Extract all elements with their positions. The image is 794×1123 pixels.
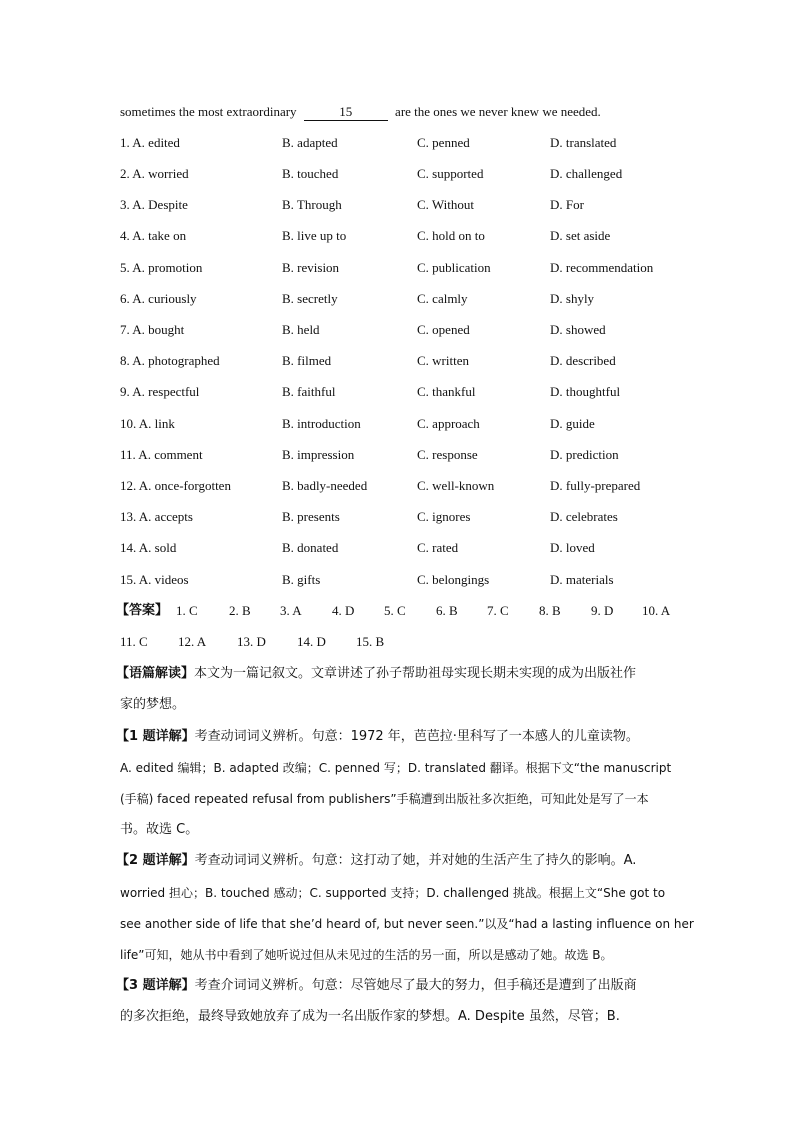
option-a: 8. A. photographed xyxy=(120,353,220,368)
option-b: B. revision xyxy=(282,260,340,275)
option-d: D. thoughtful xyxy=(550,384,621,399)
answer-row-2 xyxy=(0,632,794,652)
answer-item: 11. C xyxy=(120,634,148,649)
blank-15: 15 xyxy=(304,104,388,121)
option-c: C. approach xyxy=(417,416,480,431)
question-row xyxy=(0,445,794,465)
option-a: 12. A. once-forgotten xyxy=(120,478,231,493)
option-d: D. guide xyxy=(550,416,595,431)
option-c: C. well-known xyxy=(417,478,495,493)
option-a: 7. A. bought xyxy=(120,322,185,337)
option-b: B. badly-needed xyxy=(282,478,368,493)
option-a: 11. A. comment xyxy=(120,447,203,462)
option-a: 2. A. worried xyxy=(120,166,189,181)
option-a: 10. A. link xyxy=(120,416,175,431)
q1-text: 考查动词词义辨析。句意：1972 年，芭芭拉·里科写了一本感人的儿童读物。 xyxy=(194,729,639,744)
answer-item: 2. B xyxy=(229,603,251,618)
question-row xyxy=(0,195,794,215)
passage-text-after: are the ones we never knew we needed. xyxy=(395,104,601,119)
option-c: C. response xyxy=(417,447,478,462)
reading-label: 【语篇解读】 xyxy=(116,666,195,681)
option-d: D. celebrates xyxy=(550,509,618,524)
option-b: B. Through xyxy=(282,197,342,212)
answer-item: 6. B xyxy=(436,603,458,618)
answer-item: 8. B xyxy=(539,603,561,618)
q3-analysis-line-1 xyxy=(116,976,676,996)
option-b: B. impression xyxy=(282,447,355,462)
question-row xyxy=(0,351,794,371)
option-c: C. belongings xyxy=(417,572,490,587)
option-a: 6. A. curiously xyxy=(120,291,197,306)
q2-label: 【2 题详解】 xyxy=(116,853,195,868)
option-a: 5. A. promotion xyxy=(120,260,203,275)
option-b: B. faithful xyxy=(282,384,336,399)
q2-analysis-line-3: see another side of life that she’d heard of, but never seen.”以及“had a lasting influence on her xyxy=(120,917,694,931)
question-row xyxy=(0,507,794,527)
q2-text: 考查动词词义辨析。句意：这打动了她，并对她的生活产生了持久的影响。A. xyxy=(194,853,637,868)
passage-text-before: sometimes the most extraordinary xyxy=(120,104,297,119)
option-b: B. introduction xyxy=(282,416,361,431)
q2-analysis-line-4: life”可知，她从书中看到了她听说过但从未见过的生活的另一面，所以是感动了她。故选 B。 xyxy=(120,948,613,962)
option-c: C. publication xyxy=(417,260,491,275)
option-b: B. donated xyxy=(282,540,339,555)
answer-item: 7. C xyxy=(487,603,509,618)
answer-item: 4. D xyxy=(332,603,355,618)
option-d: D. set aside xyxy=(550,228,611,243)
answer-item: 9. D xyxy=(591,603,614,618)
question-row xyxy=(0,133,794,153)
option-b: B. touched xyxy=(282,166,339,181)
option-a: 9. A. respectful xyxy=(120,384,200,399)
answer-item: 14. D xyxy=(297,634,326,649)
answer-item: 3. A xyxy=(280,603,302,618)
option-c: C. calmly xyxy=(417,291,468,306)
question-row xyxy=(0,164,794,184)
q1-analysis-line-2: A. edited 编辑；B. adapted 改编；C. penned 写；D. translated 翻译。根据下文“the manuscript xyxy=(120,761,672,775)
option-a: 13. A. accepts xyxy=(120,509,193,524)
q1-analysis-line-3: (手稿) faced repeated refusal from publishers”手稿遭到出版社多次拒绝，可知此处是写了一本 xyxy=(120,792,649,806)
q2-analysis-line-2: worried 担心；B. touched 感动；C. supported 支持；D. challenged 挑战。根据上文“She got to xyxy=(120,886,666,900)
reading-text: 本文为一篇记叙文。文章讲述了孙子帮助祖母实现长期未实现的成为出版社作 xyxy=(194,666,637,681)
q3-label: 【3 题详解】 xyxy=(116,978,195,993)
option-a: 4. A. take on xyxy=(120,228,187,243)
option-c: C. supported xyxy=(417,166,484,181)
option-b: B. filmed xyxy=(282,353,332,368)
option-b: B. live up to xyxy=(282,228,347,243)
answer-item: 5. C xyxy=(384,603,406,618)
answer-item: 10. A xyxy=(642,603,671,618)
option-d: D. For xyxy=(550,197,584,212)
option-c: C. rated xyxy=(417,540,459,555)
option-d: D. loved xyxy=(550,540,595,555)
option-d: D. prediction xyxy=(550,447,619,462)
answer-item: 13. D xyxy=(237,634,266,649)
q1-analysis-line-1 xyxy=(116,727,676,747)
question-row xyxy=(0,226,794,246)
q3-analysis-line-2: 的多次拒绝，最终导致她放弃了成为一名出版作家的梦想。A. Despite 虽然，尽管；B. xyxy=(120,1009,620,1024)
question-row xyxy=(0,414,794,434)
option-c: C. hold on to xyxy=(417,228,485,243)
question-row xyxy=(0,320,794,340)
reading-analysis-line-2: 家的梦想。 xyxy=(120,697,186,712)
option-a: 14. A. sold xyxy=(120,540,177,555)
reading-analysis-line-1 xyxy=(116,664,676,684)
option-c: C. ignores xyxy=(417,509,471,524)
option-b: B. presents xyxy=(282,509,340,524)
answer-item: 1. C xyxy=(176,603,198,618)
q1-analysis-line-4: 书。故选 C。 xyxy=(120,822,199,837)
question-row xyxy=(0,538,794,558)
q2-analysis-line-1 xyxy=(116,851,676,871)
question-row xyxy=(0,476,794,496)
option-d: D. shyly xyxy=(550,291,595,306)
option-d: D. showed xyxy=(550,322,606,337)
option-c: C. Without xyxy=(417,197,475,212)
answer-item: 12. A xyxy=(178,634,207,649)
q1-label: 【1 题详解】 xyxy=(116,729,195,744)
option-b: B. held xyxy=(282,322,320,337)
option-b: B. gifts xyxy=(282,572,321,587)
option-d: D. translated xyxy=(550,135,617,150)
option-c: C. written xyxy=(417,353,469,368)
answer-row-1 xyxy=(0,601,794,621)
question-row xyxy=(0,258,794,278)
question-row xyxy=(0,289,794,309)
answer-label: 【答案】 xyxy=(116,603,169,618)
option-d: D. described xyxy=(550,353,616,368)
option-c: C. opened xyxy=(417,322,470,337)
option-a: 15. A. videos xyxy=(120,572,189,587)
option-d: D. fully-prepared xyxy=(550,478,641,493)
option-a: 3. A. Despite xyxy=(120,197,188,212)
option-c: C. penned xyxy=(417,135,470,150)
option-d: D. materials xyxy=(550,572,614,587)
option-d: D. recommendation xyxy=(550,260,654,275)
option-a: 1. A. edited xyxy=(120,135,180,150)
q3-text: 考查介词词义辨析。句意：尽管她尽了最大的努力，但手稿还是遭到了出版商 xyxy=(194,978,637,993)
option-c: C. thankful xyxy=(417,384,476,399)
answer-item: 15. B xyxy=(356,634,385,649)
option-b: B. secretly xyxy=(282,291,338,306)
option-d: D. challenged xyxy=(550,166,623,181)
passage-last-line xyxy=(120,102,601,122)
question-row xyxy=(0,382,794,402)
option-b: B. adapted xyxy=(282,135,338,150)
question-row xyxy=(0,570,794,590)
